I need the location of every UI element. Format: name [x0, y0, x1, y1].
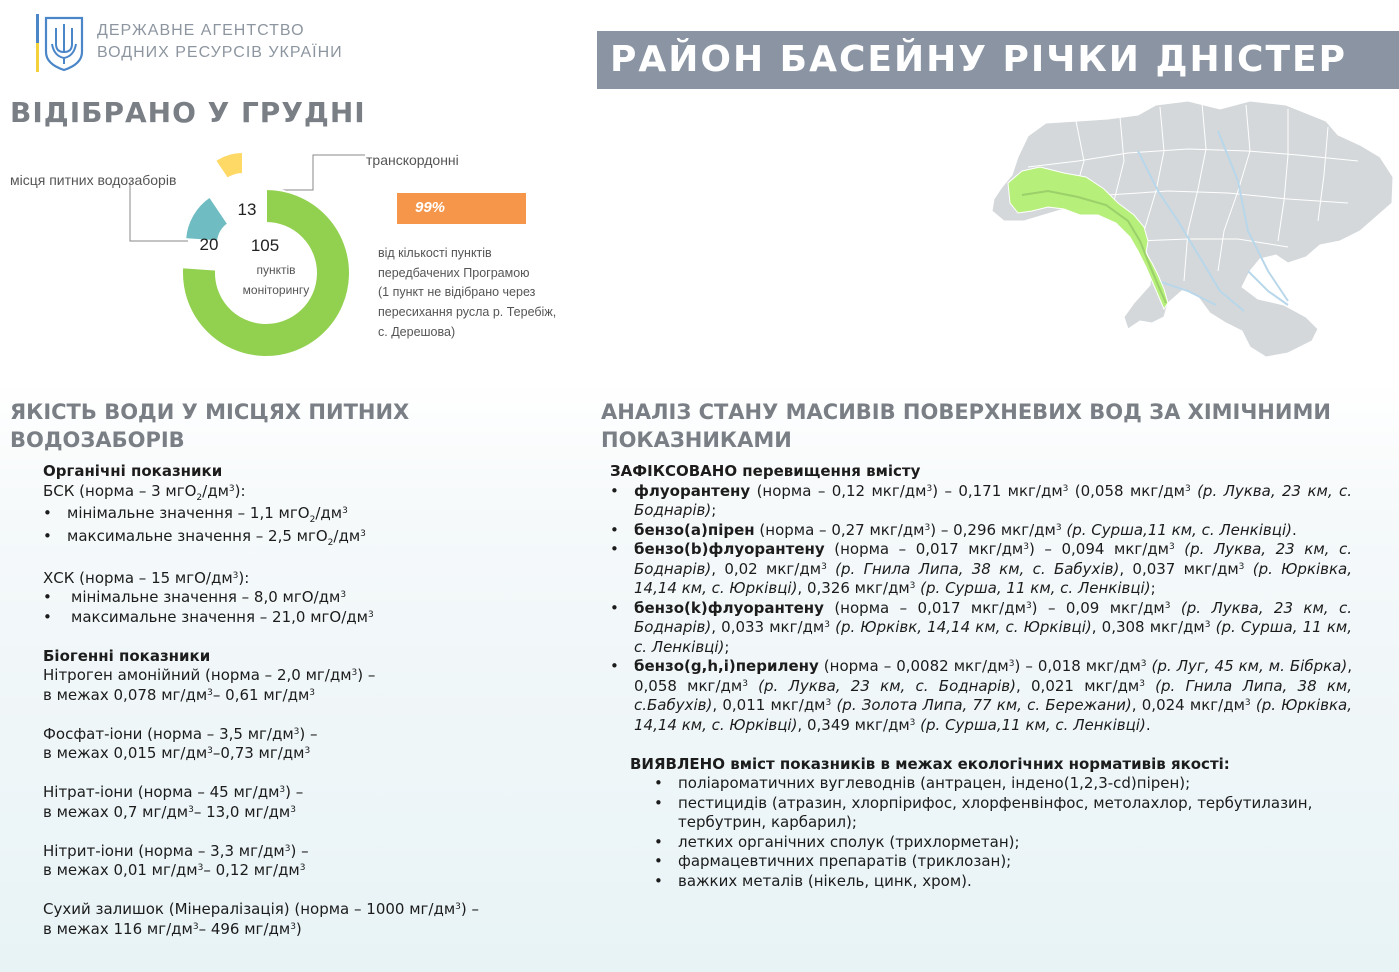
transboundary-value: 13 [237, 200, 257, 219]
found-item: • фармацевтичних препаратів (триклозан); [654, 852, 1352, 872]
banner-title: РАЙОН БАСЕЙНУ РІЧКИ ДНІСТЕР [610, 39, 1347, 80]
exceed-item: • бензо(b)флуорантену (норма – 0,017 мкг/$дм^3) - 0,094$ мкг/$дм^3$ (р. Луква, 23 км, с. Боднарів), 0,02 мкг/$дм^3$ (р. Гнила Липа, 38 км, с. Бабухів), 0,037 мкг/$дм^3$ (р. Юрківка, 14,14 км, с. Юрківці), 0,326 мкг/$дм^3$ (р. Сурша, 11 км, с. Ленківці); [610, 540, 1352, 599]
transboundary-label: транскордонні [366, 152, 459, 168]
no2-range: в межах 0,01 $мг/дм^3-$ 0,12 $мг/дм^3$ [43, 861, 306, 879]
sampled-title: ВІДІБРАНО У ГРУДНІ [10, 96, 366, 129]
drinking-quality-title: ЯКІСТЬ ВОДИ У МІСЦЯХ ПИТНИХ ВОДОЗАБОРІВ [10, 400, 410, 452]
mineral-range: в межах 116 $мг/дм^3-$ 496 $мг/дм^3$) [43, 919, 302, 938]
agency-line-2: ВОДНИХ РЕСУРСІВ УКРАЇНИ [97, 44, 343, 61]
center-value: 105 [250, 236, 280, 255]
note-line: с. Дерешова) [378, 324, 456, 339]
found-title: ВИЯВЛЕНО вміст показників в межах екологічних нормативів якості: [630, 754, 1230, 773]
donut-slice-transboundary [215, 152, 243, 179]
note-line: пересихання русла р. Теребіж, [378, 305, 557, 320]
note-line: від кількості пунктів [378, 246, 492, 260]
drinking-leader-line [130, 182, 188, 241]
ukraine-basin-map [988, 91, 1399, 365]
exceed-item: • бензо(k)флуорантену (норма – 0,017 мкг/$дм^3) - 0,09$ мкг/$дм^3$ (р. Луква, 23 км, с. Боднарів), 0,033 мкг/$дм^3$ (р. Юрківк, 14,14 км, с. Юрківці), 0,308 мкг/$дм^3$ (р. Сурша, 11 км, с. Ленківці); [610, 599, 1352, 658]
po4-range: в межах 0,015 $мг/дм^3-0,73$ $мг/дм^3$ [43, 744, 311, 762]
percent-note [378, 244, 578, 343]
organic-title: Органічні показники [43, 462, 223, 480]
po4-line: Фосфат-іони (норма – 3,5 $мг/дм^3$) – [43, 724, 318, 743]
found-item: • важких металів (нікель, цинк, хром). [654, 872, 1352, 892]
center-label-1: пунктів [256, 263, 296, 277]
note-line: (1 пункт не відібрано через [378, 285, 536, 300]
no3-range: в межах 0,7 $мг/дм^3-$ 13,0 $мг/дм^3$ [43, 802, 296, 821]
agency-name [97, 20, 343, 64]
percent-value: 99% [415, 199, 446, 216]
mineral-line: Сухий залишок (Мінералізація) (норма – 1000 $мг/дм^3$) – [43, 900, 480, 918]
bsk-line: БСК (норма – 3 $мгО_2/дм^3$): [43, 481, 246, 503]
nh4-range: в межах 0,078 $мг/дм^3-$ 0,61 $мг/дм^3$ [43, 685, 315, 704]
found-item: • пестицидів (атразин, хлорпірифос, хлорфенвінфос, метолахлор, тербутилазин, тербутрин, карбарил); [654, 794, 1352, 833]
chemical-analysis-title: АНАЛІЗ СТАНУ МАСИВІВ ПОВЕРХНЕВИХ ВОД ЗА ХІМІЧНИМИ ПОКАЗНИКАМИ [601, 400, 1331, 452]
found-block [610, 755, 1352, 892]
exceed-item: • бензо(а)пірен (норма – 0,27 мкг/$дм^3) - 0,296$ мкг/$дм^3$ (р. Сурша,11 км, с. Ленківці). [610, 521, 1352, 541]
chemical-analysis-text [610, 462, 1352, 891]
no2-line: Нітрит-іони (норма – 3,3 $мг/дм^3$) – [43, 841, 309, 860]
found-item: • летких органічних сполук (трихлорметан); [654, 833, 1352, 853]
exceed-title: ЗАФІКСОВАНО перевищення вмісту [610, 462, 921, 480]
bsk-min: • мінімальне значення – 1,1 $мгО_2/дм^3$ [43, 504, 543, 527]
transboundary-leader-line [270, 155, 365, 190]
no3-line: Нітрат-іони (норма – 45 $мг/дм^3$) – [43, 783, 304, 801]
center-label-2: моніторингу [242, 283, 310, 297]
coat-of-arms-logo [34, 14, 94, 72]
exceed-item: • флуорантену (норма – 0,12 мкг/$дм^3) - 0,171$ мкг/$дм^3$ (0,058 мкг/$дм^3$ (р. Луква, 23 км, с. Боднарів); [610, 482, 1352, 521]
drinking-value: 20 [199, 235, 219, 254]
drinking-label: місця питних водозаборів [10, 172, 177, 188]
xsk-min: • мінімальне значення – 8,0 мгО/$дм^3$ [43, 588, 543, 608]
found-item: • поліароматичних вуглеводнів (антрацен, індено(1,2,3-cd)пірен); [654, 774, 1352, 794]
xsk-max: • максимальне значення – 21,0 мгО/$дм^3$ [43, 608, 543, 628]
note-line: передбачених Програмою [378, 265, 530, 280]
exceed-item: • бензо(g,h,i)перилену (норма – 0,0082 мкг/$дм^3) - 0,018$ мкг/$дм^3$ (р. Луг, 45 км, м. Бібрка), 0,058 мкг/$дм^3$ (р. Луква, 23 км, с. Боднарів), 0,021 мкг/$дм^3$ (р. Гнила Липа, 38 км, с.Бабухів), 0,011 мкг/$дм^3$ (р. Золота Липа, 77 км, с. Бережани), 0,024 мкг/$дм^3$ (р. Юрківка, 14,14 км, с. Юрківці), 0,349 мкг/$дм^3$ (р. Сурша,11 км, с. Ленківці). [610, 657, 1352, 735]
nh4-line: Нітроген амонійний (норма – 2,0 $мг/дм^3$) – [43, 666, 376, 684]
xsk-line: ХСК (норма – 15 мгО/$дм^3$): [43, 568, 250, 587]
biogenic-title: Біогенні показники [43, 646, 211, 665]
drinking-quality-text [43, 462, 543, 939]
agency-line-1: ДЕРЖАВНЕ АГЕНТСТВО [97, 22, 305, 39]
bsk-max: • максимальне значення – 2,5 $мгО_2/дм^3$ [43, 527, 543, 550]
